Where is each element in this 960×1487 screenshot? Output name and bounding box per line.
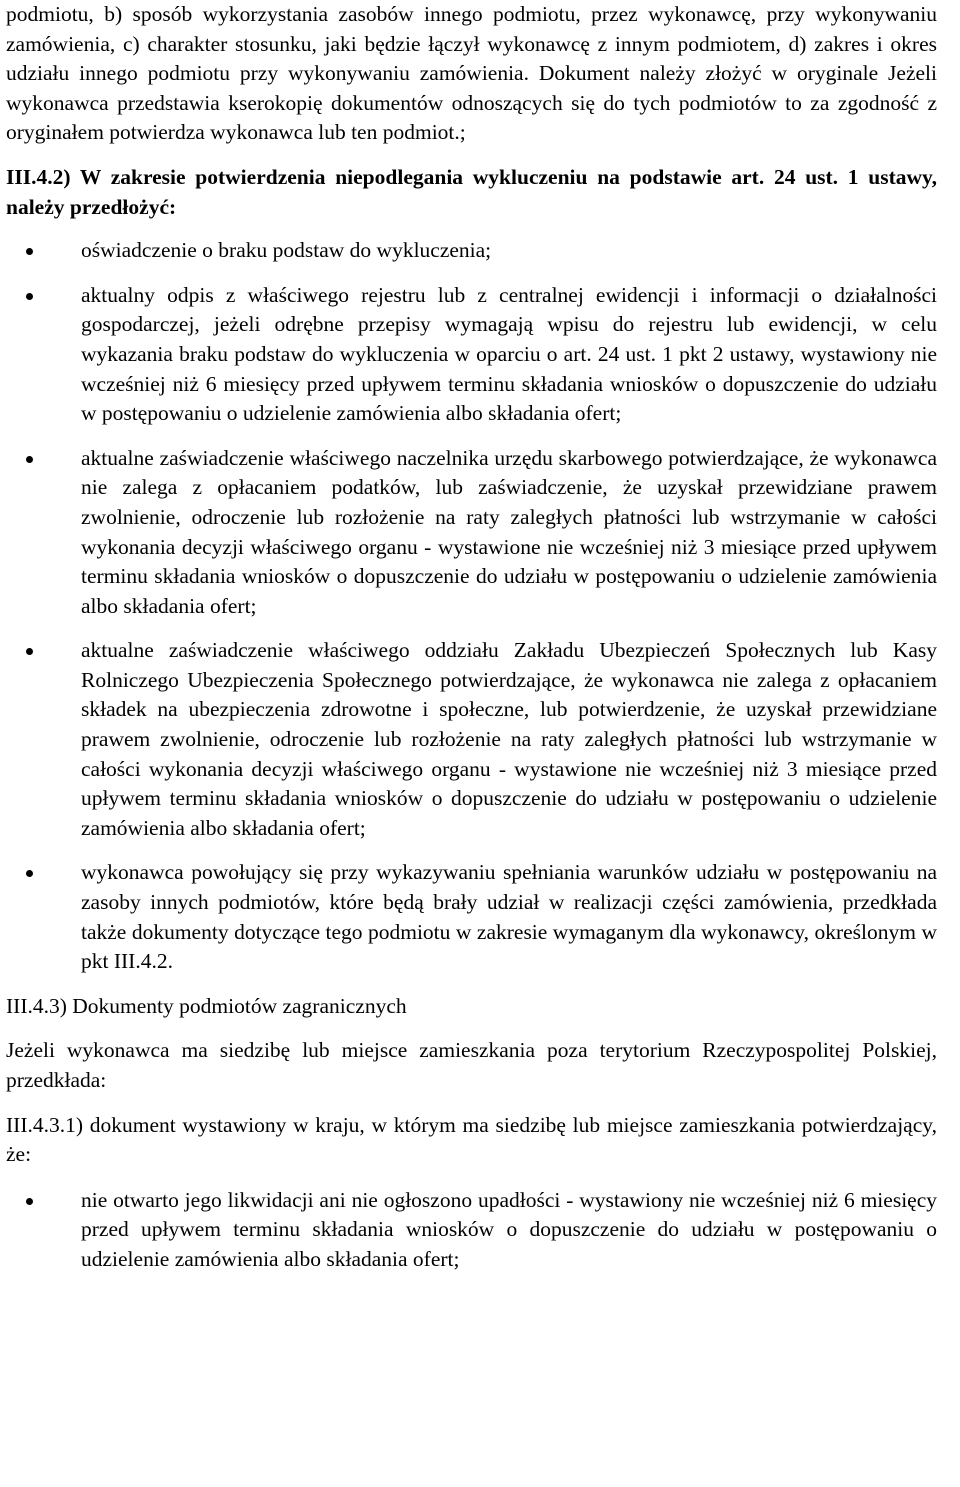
list-item [6, 281, 937, 429]
section-heading-4-3-1: III.4.3.1) dokument wystawiony w kraju, w którym ma siedzibę lub miejsce zamieszkania potwierdzający, że: [6, 1112, 937, 1167]
list-item [6, 236, 937, 266]
bullet-icon [26, 870, 33, 877]
section-heading-4-2: III.4.2) W zakresie potwierdzenia niepodlegania wykluczeniu na podstawie art. 24 ust. 1 ustawy, należy przedłożyć: [6, 164, 937, 219]
bullet-icon [26, 456, 33, 463]
list-item-text: oświadczenie o braku podstaw do wykluczenia; [81, 238, 492, 263]
intro-paragraph: podmiotu, b) sposób wykorzystania zasobów innego podmiotu, przez wykonawcę, przy wykonywaniu zamówienia, c) charakter stosunku, jaki będzie łączył wykonawcę z innym podmiotem, d) zakres i okres udziału innego podmiotu przy wykonywaniu zamówienia. Dokument należy złożyć w oryginale Jeżeli wykonawca przedstawia kserokopię dokumentów odnoszących się do tych podmiotów to za zgodność z oryginałem potwierdza wykonawca lub ten podmiot.; [6, 2, 937, 145]
list-item [6, 636, 937, 843]
section-heading-4-3: III.4.3) Dokumenty podmiotów zagranicznych [6, 993, 407, 1018]
bullet-icon [26, 648, 33, 655]
list-item-text: aktualne zaświadczenie właściwego oddziału Zakładu Ubezpieczeń Społecznych lub Kasy Rolniczego Ubezpieczenia Społecznego potwierdzające, że wykonawca nie zalega z opłacaniem składek na ubezpieczenia zdrowotne i społeczne, lub potwierdzenie, że uzyskał przewidziane prawem zwolnienie, odroczenie lub rozłożenie na raty zaległych płatności lub wstrzymanie w całości wykonania decyzji właściwego organu - wystawione nie wcześniej niż 3 miesiące przed upływem terminu składania wniosków o dopuszczenie do udziału w postępowaniu o udzielenie zamówienia albo składania ofert; [81, 638, 937, 840]
list-item [6, 444, 937, 622]
list-item-text: aktualne zaświadczenie właściwego naczelnika urzędu skarbowego potwierdzające, że wykonawca nie zalega z opłacaniem podatków, lub zaświadczenie, że uzyskał przewidziane prawem zwolnienie, odroczenie lub rozłożenie na raty zaległych płatności lub wstrzymanie w całości wykonania decyzji właściwego organu - wystawione nie wcześniej niż 3 miesiące przed upływem terminu składania wniosków o dopuszczenie do udziału w postępowaniu o udzielenie zamówienia albo składania ofert; [81, 445, 937, 618]
list-item [6, 858, 937, 976]
list-item-text: nie otwarto jego likwidacji ani nie ogłoszono upadłości - wystawiony nie wcześniej niż 6 miesięcy przed upływem terminu składania wniosków o dopuszczenie do udziału w postępowaniu o udzielenie zamówienia albo składania ofert; [81, 1187, 937, 1271]
bullet-icon [26, 248, 33, 255]
requirements-list [6, 236, 937, 977]
list-item-text: wykonawca powołujący się przy wykazywaniu spełniania warunków udziału w postępowaniu na zasoby innych podmiotów, które będą brały udział w realizacji części zamówienia, przedkłada także dokumenty dotyczące tego podmiotu w zakresie wymaganym dla wykonawcy, określonym w pkt III.4.2. [81, 860, 937, 974]
bullet-icon [26, 293, 33, 300]
list-item [6, 1186, 937, 1275]
document-page [6, 0, 937, 1290]
bullet-icon [26, 1198, 33, 1205]
foreign-entities-paragraph: Jeżeli wykonawca ma siedzibę lub miejsce zamieszkania poza terytorium Rzeczypospolitej Polskiej, przedkłada: [6, 1038, 937, 1092]
list-item-text: aktualny odpis z właściwego rejestru lub z centralnej ewidencji i informacji o działalności gospodarczej, jeżeli odrębne przepisy wymagają wpisu do rejestru lub ewidencji, w celu wykazania braku podstaw do wykluczenia w oparciu o art. 24 ust. 1 pkt 2 ustawy, wystawiony nie wcześniej niż 6 miesięcy przed upływem terminu składania wniosków o dopuszczenie do udziału w postępowaniu o udzielenie zamówienia albo składania ofert; [81, 282, 937, 426]
foreign-requirements-list [6, 1186, 937, 1275]
